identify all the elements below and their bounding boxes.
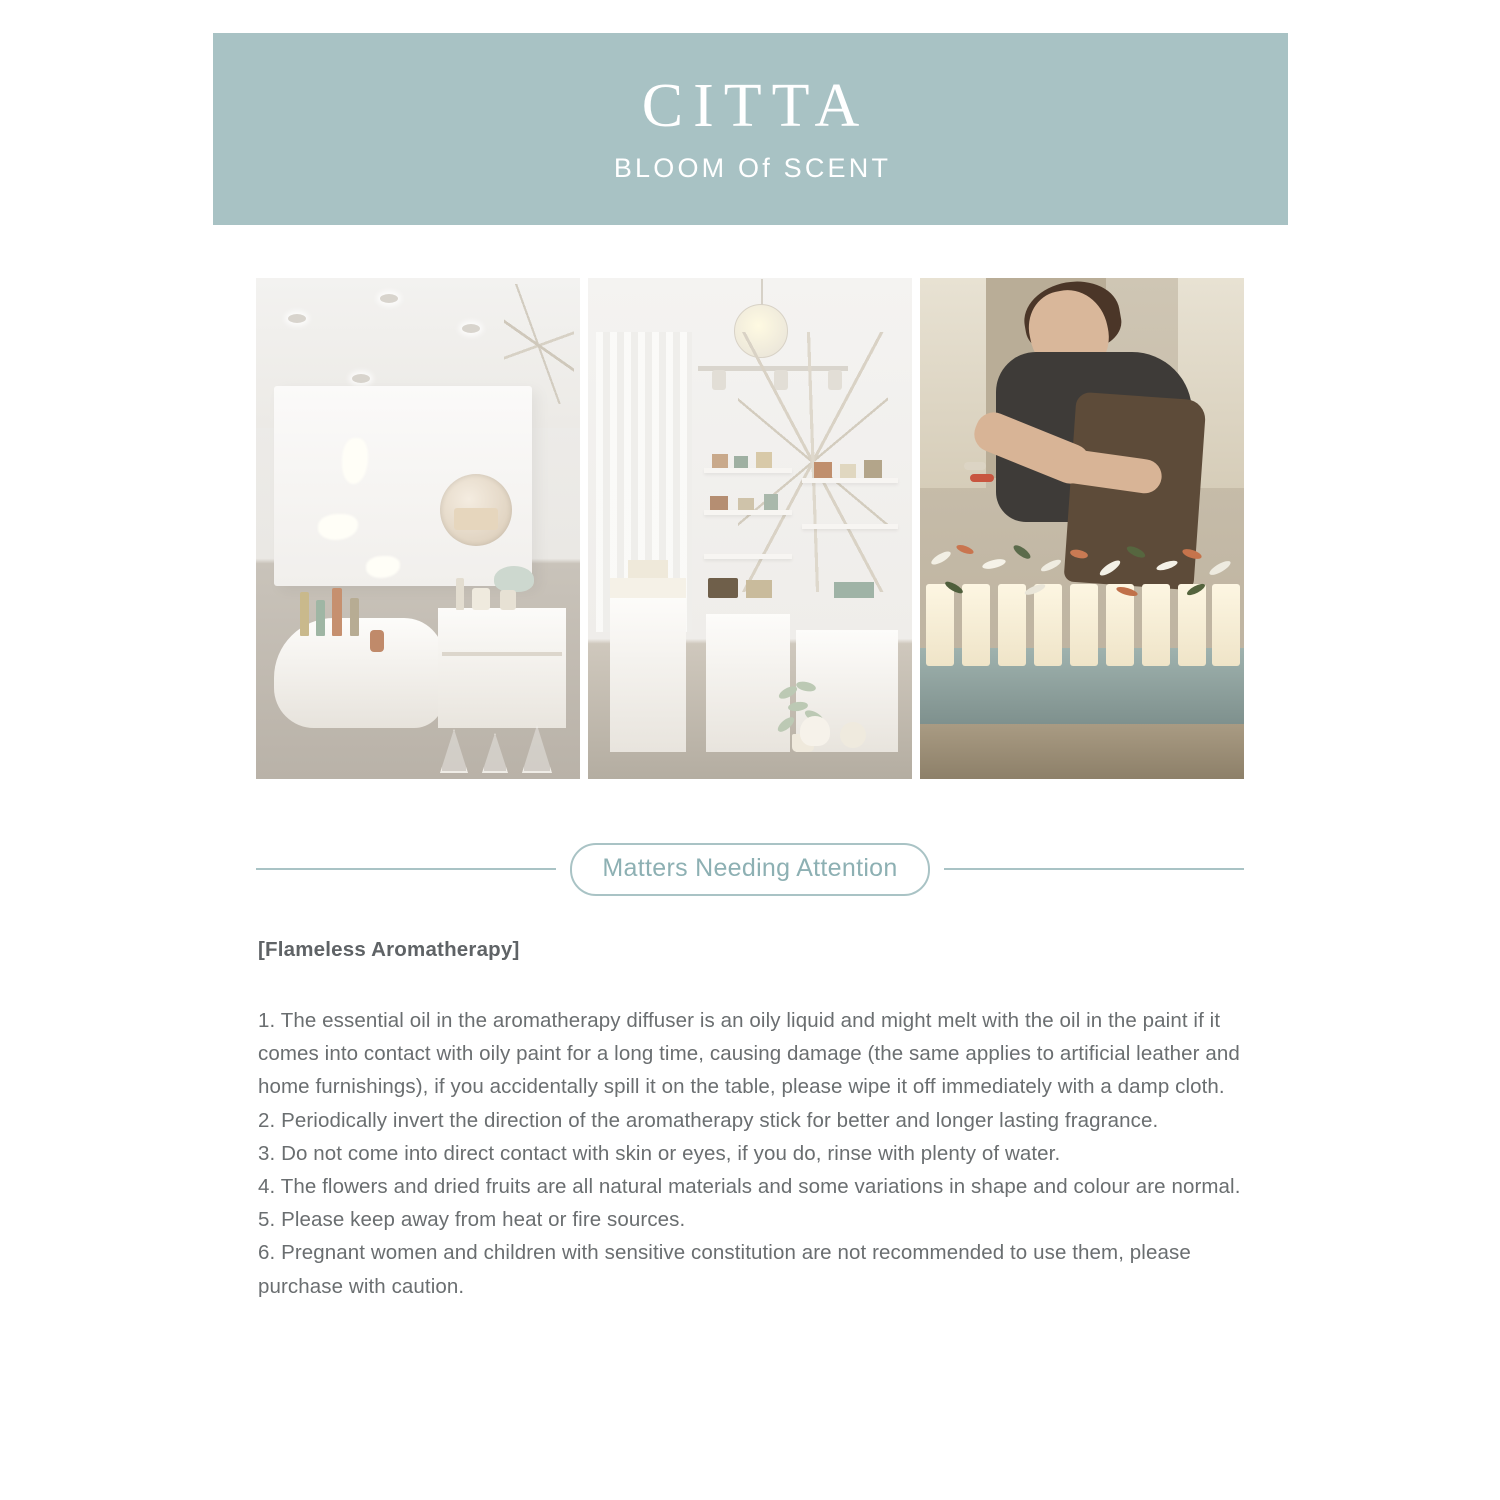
gift-box [500,590,516,610]
ceramic-vessel [800,716,830,746]
attention-notes [258,938,1268,1303]
wall-shelf [704,468,792,473]
gallery-image-showroom [256,278,580,779]
wall-shelf [704,510,792,515]
diffuser-bottle [456,578,464,610]
ceiling-spotlight-icon [380,294,398,303]
gallery-image-artisan [920,278,1244,779]
notes-subhead: [Flameless Aromatherapy] [258,938,520,961]
brand-name: CITTA [641,71,870,140]
round-mirror [440,474,512,546]
product-box [764,494,778,510]
candle [1178,584,1206,666]
product-box [628,560,668,578]
brand-banner [213,33,1288,225]
product-box [840,464,856,478]
product-box [814,462,832,478]
glass-frame-decor [440,729,468,773]
note-item: 5. Please keep away from heat or fire sources. [258,1208,686,1232]
note-item: 6. Pregnant women and children with sensitive constitution are not recommended to use them, please purchase with caution. [258,1241,1191,1298]
ceiling-spotlight-icon [288,314,306,323]
dried-petal [955,543,974,556]
dried-petal [929,549,952,567]
diffuser-bottle [316,600,325,636]
product-box [746,580,772,598]
wall-shelf [704,554,792,559]
wall-shelf [802,524,898,529]
ceiling-spotlight-icon [462,324,480,333]
candle-rows [920,536,1244,666]
dried-petal [1155,559,1178,572]
ceiling-spotlight-icon [352,374,370,383]
product-box [738,498,754,510]
diffuser-bottle [332,588,342,636]
dried-petal [1098,558,1122,578]
dried-petal [1208,559,1233,578]
divider-line-right [944,868,1244,870]
brand-tagline: BLOOM Of SCENT [613,152,892,183]
candle [998,584,1026,666]
note-item: 1. The essential oil in the aromatherapy diffuser is an oily liquid and might melt with the oil in the paint if it comes into contact with oily paint for a long time, causing damage (the same applies to artificial leather and home furnishings), if you accidentally spill it on the table, please wipe it off immediately with a damp cloth. [258,1009,1240,1099]
candle [1212,584,1240,666]
glass-frame-decor [482,733,508,773]
diffuser-bottle [350,598,359,636]
diffuser-bottle [370,630,384,652]
window-light [920,278,986,488]
gallery-image-store-interior [588,278,912,779]
product-box [708,578,738,598]
leaf-icon [795,680,816,693]
note-item: 3. Do not come into direct contact with skin or eyes, if you do, rinse with plenty of water. [258,1141,1061,1165]
product-box [756,452,772,468]
ceramic-vase [494,566,534,592]
candle [1034,584,1062,666]
display-pedestal [610,596,686,752]
glass-frame-decor [522,725,552,773]
candle [926,584,954,666]
track-lamp-icon [712,370,726,390]
divider-line-left [256,868,556,870]
candle [1142,584,1170,666]
product-box [834,582,874,598]
note-item: 4. The flowers and dried fruits are all natural materials and some variations in shape and colour are normal. [258,1175,1241,1199]
dried-petal [1040,558,1063,574]
note-item: 2. Periodically invert the direction of the aromatherapy stick for better and longer lasting fragrance. [258,1108,1159,1132]
gift-box [472,588,490,610]
product-box [864,460,882,478]
section-divider [256,845,1244,893]
leaf-icon [775,715,796,735]
candle [962,584,990,666]
section-title: Matters Needing Attention [570,843,929,896]
dried-petal [1181,547,1202,561]
wrist-bracelet [964,462,986,470]
display-table [438,608,566,728]
workbench [920,724,1244,779]
dried-leaf [1012,543,1033,561]
dried-leaf [1125,544,1146,560]
photo-gallery [256,278,1244,779]
dried-petal [981,557,1006,571]
candle [1070,584,1098,666]
product-box [734,456,748,468]
wall-shelf [802,478,898,483]
dried-petal [1069,548,1088,560]
product-box [710,496,728,510]
ceramic-vessel [840,722,866,748]
candle [1106,584,1134,666]
diffuser-bottle [300,592,309,636]
wrist-bracelet [970,474,994,482]
pedestal-top [610,578,686,598]
product-box [712,454,728,468]
